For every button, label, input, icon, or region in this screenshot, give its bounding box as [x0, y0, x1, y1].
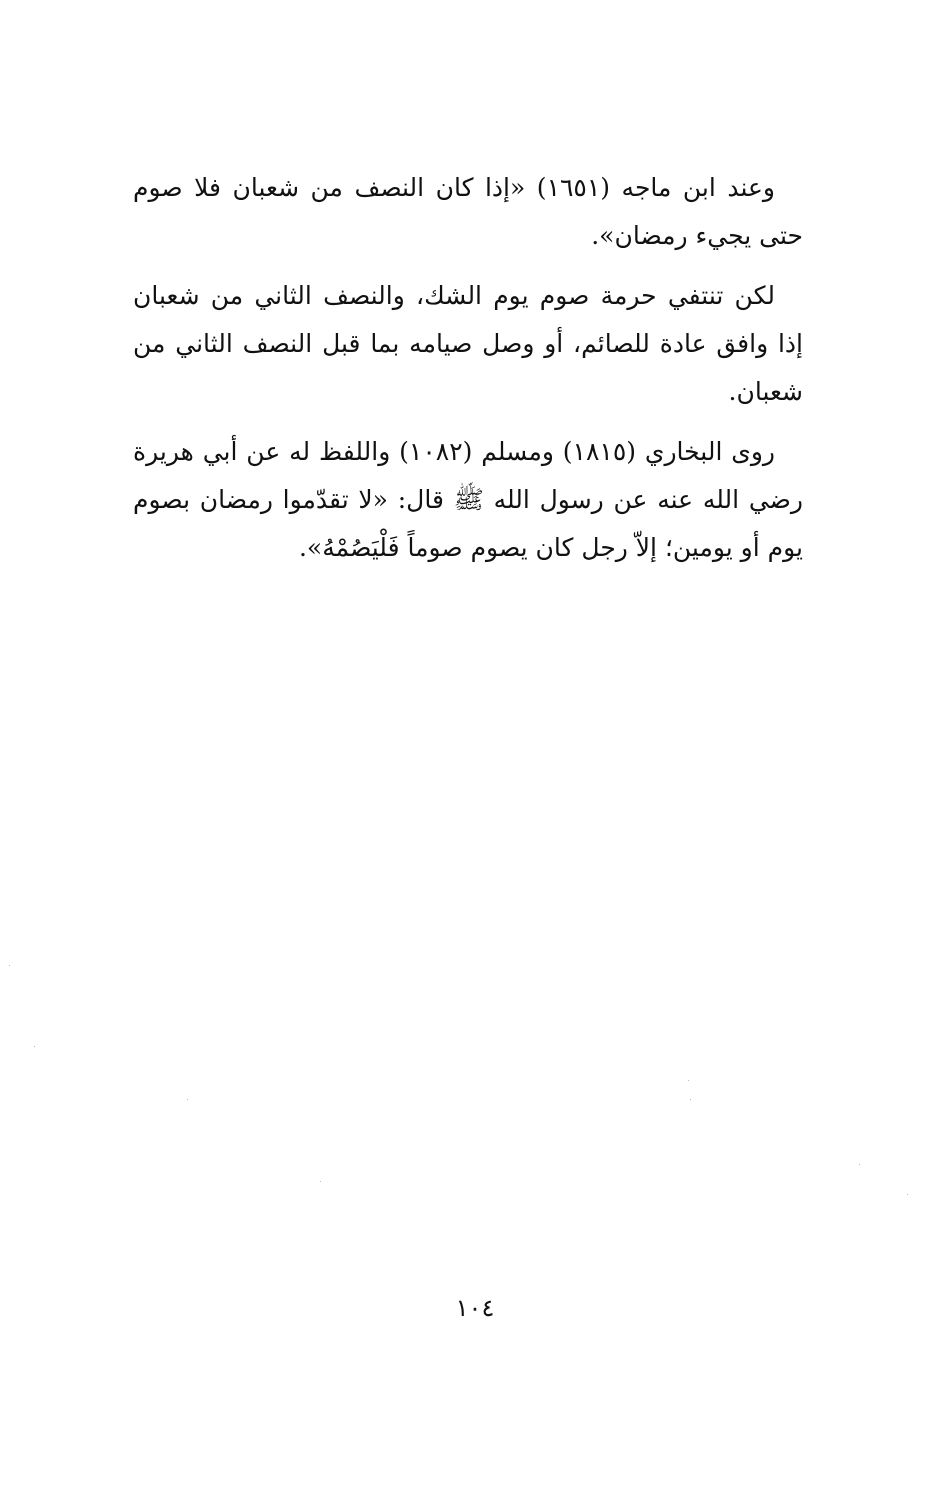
- scan-speck: [690, 1099, 691, 1100]
- scan-speck: [187, 1099, 188, 1100]
- body-text: [133, 164, 803, 584]
- scan-speck: [859, 1164, 860, 1165]
- scan-speck: [688, 1080, 689, 1081]
- paragraph-exception: لكن تنتفي حرمة صوم يوم الشك، والنصف الثاني من شعبان إذا وافق عادة للصائم، أو وصل صيامه بما قبل النصف الثاني من شعبان.: [133, 281, 803, 406]
- page-number: ١٠٤: [455, 1294, 495, 1322]
- scan-speck: [320, 1181, 321, 1182]
- scan-speck: [907, 1194, 908, 1195]
- paragraph-ibn-majah: وعند ابن ماجه (١٦٥١) «إذا كان النصف من شعبان فلا صوم حتى يجيء رمضان».: [133, 173, 803, 250]
- scan-speck: [9, 965, 10, 966]
- scan-speck: [34, 1046, 35, 1047]
- paragraph-bukhari-muslim: روى البخاري (١٨١٥) ومسلم (١٠٨٢) واللفظ له عن أبي هريرة رضي الله عنه عن رسول الله ﷺ قال: «لا تقدّموا رمضان بصوم يوم أو يومين؛ إلاّ رجل كان يصوم صوماً فَلْيَصُمْهُ».: [133, 437, 803, 562]
